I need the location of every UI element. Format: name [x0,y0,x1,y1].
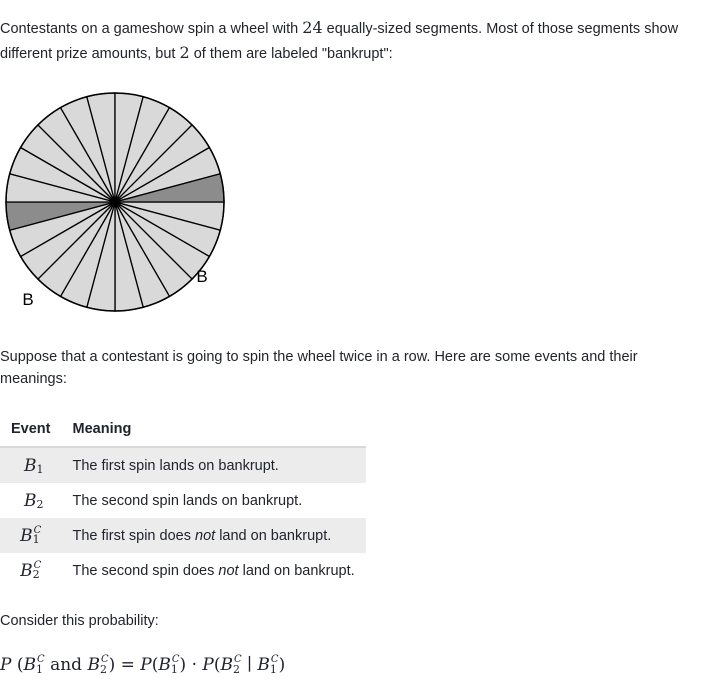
intro-paragraph: Contestants on a gameshow spin a wheel with 24 equally-sized segments. Most of those segments show different prize amounts, but 2 of them are labeled "bankrupt": [0,18,679,62]
bankrupt-label-right: B [196,267,208,286]
event-symbol: $B_1$ [24,455,44,476]
segment-count: 24 [302,18,323,37]
events-intro-paragraph: Suppose that a contestant is going to spin the wheel twice in a row. Here are some events and their meanings: [0,349,638,388]
event-symbol: $B_2^C$ [20,559,42,581]
event-meaning: The first spin lands on bankrupt. [62,447,366,483]
header-event: Event [0,414,62,447]
probability-formula: P ($B_1^C$ and $B_2^C) = P(B_1^C) \cdot P(B_2^C$ ∣ $B_1^C$) [0,654,286,676]
event-meaning: The second spin lands on bankrupt. [72,492,303,509]
consider-paragraph: Consider this probability: [0,613,159,629]
event-meaning: The second spin does not land on bankrupt. [72,562,355,579]
bankrupt-count: 2 [179,42,190,62]
header-meaning: Meaning [62,414,366,447]
table-row [0,553,366,588]
event-meaning: The first spin does not land on bankrupt. [62,518,366,553]
prize-wheel [0,88,230,318]
table-row [0,518,366,553]
table-row [0,447,366,483]
event-symbol: $B_2$ [24,490,44,511]
events-table [0,414,366,588]
table-row [0,483,366,518]
bankrupt-label-left: B [22,290,34,309]
event-symbol: $B_1^C$ [20,524,42,546]
